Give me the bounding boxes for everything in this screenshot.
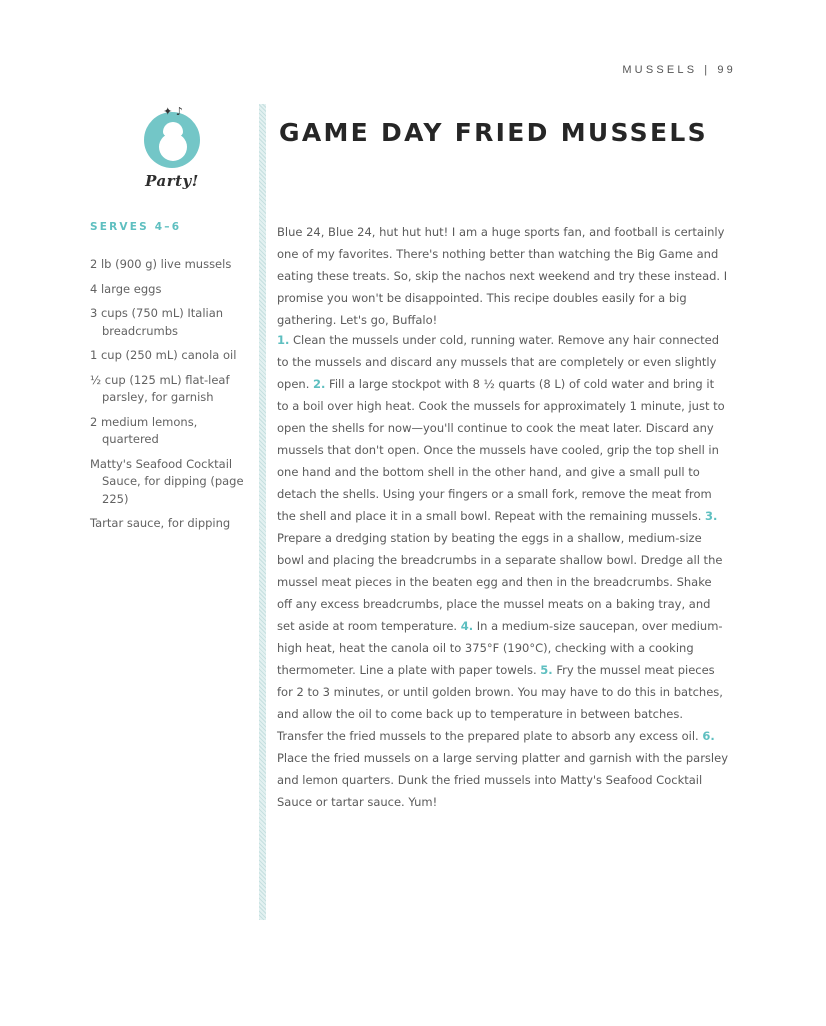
- party-badge: [140, 104, 204, 200]
- step-text: Prepare a dredging station by beating the eggs in a shallow, medium-size bowl and placing the breadcrumbs in a separate shallow bowl. Dredge all the mussel meat pieces in the beaten egg and then in the breadcrumbs. Shake off any excess breadcrumbs, place the mussel meats on a baking tray, and set aside at room temperature.: [277, 531, 723, 633]
- badge-label: Party!: [145, 172, 199, 190]
- header-separator: |: [704, 64, 711, 76]
- step-text: In a medium-size saucepan, over medium-high heat, heat the canola oil to 375°F (190°C), checking with a cooking thermometer. Line a plate with paper towels.: [277, 619, 723, 677]
- page-number: 99: [717, 64, 736, 76]
- serves-label: SERVES 4–6: [90, 221, 182, 233]
- running-header: [622, 64, 736, 76]
- step-number: 6.: [702, 729, 715, 743]
- confetti-icon: ✦ ♪: [163, 105, 183, 118]
- ingredient-item: 4 large eggs: [90, 281, 162, 296]
- ingredient-list: [90, 256, 250, 540]
- ingredient-item: Tartar sauce, for dipping: [90, 516, 231, 530]
- column-divider: [259, 104, 266, 920]
- recipe-method: [277, 329, 729, 813]
- ingredient-item: Matty's Seafood Cocktail Sauce, for dipping (page 225): [90, 456, 244, 506]
- recipe-intro: Blue 24, Blue 24, hut hut hut! I am a huge sports fan, and football is certainly one of my favorites. There's nothing better than watching the Big Game and eating these treats. So, skip the nachos next weekend and try these instead. I promise you won't be disappointed. This recipe doubles easily for a big gathering. Let's go, Buffalo!: [277, 225, 728, 327]
- step-number: 4.: [460, 619, 474, 633]
- step-number: 2.: [313, 377, 326, 391]
- ingredient-item: 3 cups (750 mL) Italian breadcrumbs: [90, 306, 224, 338]
- chef-face-icon: [159, 133, 187, 161]
- section-name: MUSSELS: [622, 64, 698, 76]
- step-text: Fry the mussel meat pieces for 2 to 3 minutes, or until golden brown. You may have to do this in batches, and allow the oil to come back up to temperature in between batches. Transfer the fried mussels to the prepared plate to absorb any excess oil.: [277, 663, 723, 743]
- ingredient-item: ½ cup (125 mL) flat-leaf parsley, for garnish: [90, 372, 230, 404]
- step-number: 5.: [540, 663, 553, 677]
- ingredient-item: 2 medium lemons, quartered: [90, 414, 198, 446]
- step-text: Fill a large stockpot with 8 ½ quarts (8 L) of cold water and bring it to a boil over high heat. Cook the mussels for approximately 1 minute, just to open the shells for now—you'll continue to cook the meat later. Discard any mussels that don't open. Once the mussels have cooled, grip the top shell in one hand and the bottom shell in the other hand, and give a small pull to detach the shells. Using your fingers or a small fork, remove the meat from the shell and place it in a small bowl. Repeat with the remaining mussels.: [277, 377, 725, 523]
- step-number: 3.: [705, 509, 718, 523]
- ingredient-item: 1 cup (250 mL) canola oil: [90, 348, 237, 362]
- step-text: Place the fried mussels on a large serving platter and garnish with the parsley and lemon quarters. Dunk the fried mussels into Matty's Seafood Cocktail Sauce or tartar sauce. Yum!: [277, 751, 728, 809]
- step-text: Clean the mussels under cold, running water. Remove any hair connected to the mussels and discard any mussels that are completely or even slightly open.: [277, 333, 720, 391]
- recipe-title: GAME DAY FRIED MUSSELS: [279, 118, 708, 147]
- step-number: 1.: [277, 333, 290, 347]
- ingredient-item: 2 lb (900 g) live mussels: [90, 257, 232, 271]
